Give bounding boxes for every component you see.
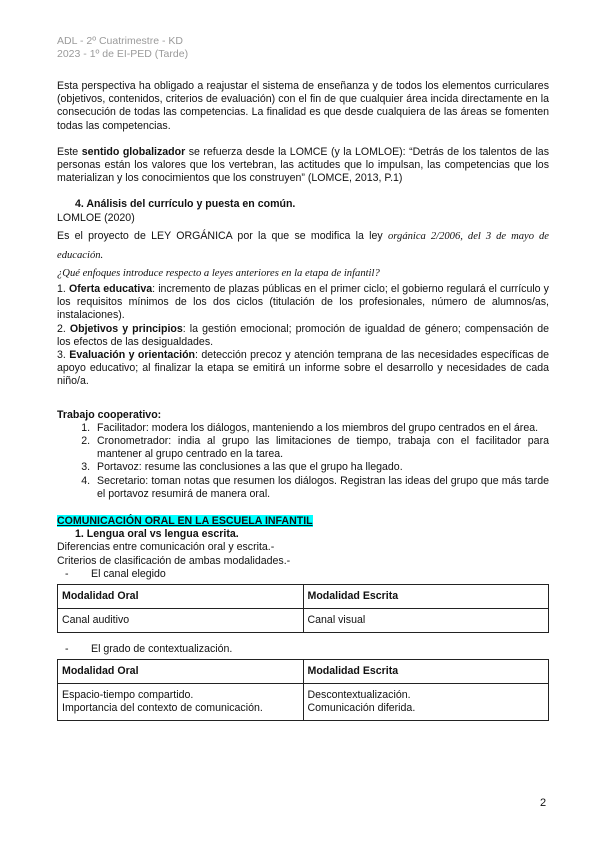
text-span: se refuerza desde la LOMCE (y la LOMLOE): “Detrás de los talentos de las personas están los valores que los vertebran, las actitudes que lo impulsan, las competencias que los materializan y los conocimientos que los construyen” (LOMCE, 2013, P.1) <box>57 145 549 185</box>
header-text: Modalidad Escrita <box>307 665 399 678</box>
item-title: Objetivos y principios <box>69 322 183 335</box>
cell-line: Importancia del contexto de comunicación. <box>62 702 263 715</box>
channel-table <box>57 584 549 633</box>
table-header <box>303 585 549 609</box>
section-heading <box>57 515 549 528</box>
table-header <box>303 660 549 684</box>
subsection-title: 1. Lengua oral vs lengua escrita. <box>75 528 239 541</box>
table-header <box>58 585 304 609</box>
coop-title-text: Trabajo cooperativo: <box>57 408 162 421</box>
item-title: Evaluación y orientación <box>69 349 196 362</box>
law-title-italic: orgánica 2/2006, del 3 de mayo de educación. <box>57 230 549 261</box>
header-text: Modalidad Oral <box>62 590 139 603</box>
cell-line: Comunicación diferida. <box>307 702 416 715</box>
header-course: ADL - 2º Cuatrimestre - KD <box>57 35 183 47</box>
table-header <box>58 660 304 684</box>
bold-term: sentido globalizador <box>81 145 186 158</box>
coop-title <box>57 409 549 422</box>
law-description <box>57 227 549 265</box>
item-number: 3. <box>57 349 70 362</box>
law-name: LOMLOE (2020) <box>57 211 135 224</box>
highlighted-heading: COMUNICACIÓN ORAL EN LA ESCUELA INFANTIL <box>57 515 313 528</box>
document-body <box>57 80 549 721</box>
coop-list <box>57 422 549 501</box>
question: ¿Qué enfoques introduce respecto a leyes anteriores en la etapa de infantil? <box>57 267 380 279</box>
table-cell: Canal visual <box>303 609 549 633</box>
cell-line: Espacio-tiempo compartido. <box>62 689 194 702</box>
list-item <box>57 349 549 389</box>
item-text: : detección precoz y atención temprana de las necesidades específicas de apoyo educativo; al finalizar la etapa se emitirá un informe sobre el desarrollo y necesidades de cada niño/a. <box>57 349 550 388</box>
item-number: 1. <box>57 283 69 296</box>
list-item <box>57 283 549 323</box>
list-item <box>57 323 549 349</box>
criteria-item: - El canal elegido <box>57 568 549 581</box>
text-span: Este <box>57 145 82 158</box>
table-cell <box>58 684 304 721</box>
header-text: Modalidad Escrita <box>307 590 399 603</box>
context-table <box>57 659 549 721</box>
section-title: 4. Análisis del currículo y puesta en común. <box>75 198 296 211</box>
item-text: : la gestión emocional; promoción de igualdad de género; compensación de los efectos de las desigualdades. <box>57 322 549 348</box>
item-title: Oferta educativa <box>68 283 153 296</box>
page-header <box>57 35 188 61</box>
globalizador-paragraph <box>57 146 549 186</box>
coop-item: 4. Secretario: toman notas que resumen los diálogos. Registran las ideas del grupo que más tarde el portavoz resumirá de manera oral. <box>93 475 549 501</box>
page-number: 2 <box>540 797 547 809</box>
perspective-paragraph: Esta perspectiva ha obligado a reajustar el sistema de enseñanza y de todos los elementos curriculares (objetivos, contenidos, criterios de evaluación) con el fin de que cualquier área incida directamente en la consecución de todas las competencias. La finalidad es que desde cualquiera de las áreas se fomenten todas las competencias. <box>57 80 549 132</box>
table-cell: Canal auditivo <box>58 609 304 633</box>
coop-item: 3. Portavoz: resume las conclusiones a las que el grupo ha llegado. <box>93 461 549 474</box>
header-text: Modalidad Oral <box>62 665 139 678</box>
table-cell <box>303 684 549 721</box>
item-number: 2. <box>57 322 70 335</box>
coop-item: 1. Facilitador: modera los diálogos, manteniendo a los miembros del grupo centrados en el área. <box>93 422 549 435</box>
text-line: Criterios de clasificación de ambas modalidades.- <box>57 554 291 567</box>
criteria-item: - El grado de contextualización. <box>57 643 549 656</box>
text-line: Diferencias entre comunicación oral y escrita.- <box>57 541 275 554</box>
cell-line: Descontextualización. <box>307 689 411 702</box>
coop-item: 2. Cronometrador: india al grupo las limitaciones de tiempo, trabaja con el facilitador para mantener al grupo centrado en la tarea. <box>93 435 549 461</box>
item-text: : incremento de plazas públicas en el primer ciclo; el gobierno regulará el currículo y los requisitos mínimos de los dos ciclos (titulación de los profesionales, número de alumnos/as, instalaciones). <box>57 283 549 322</box>
header-group: 2023 - 1º de EI-PED (Tarde) <box>57 48 189 60</box>
text-span: Es el proyecto de LEY ORGÁNICA por la que se modifica la ley <box>57 229 388 242</box>
